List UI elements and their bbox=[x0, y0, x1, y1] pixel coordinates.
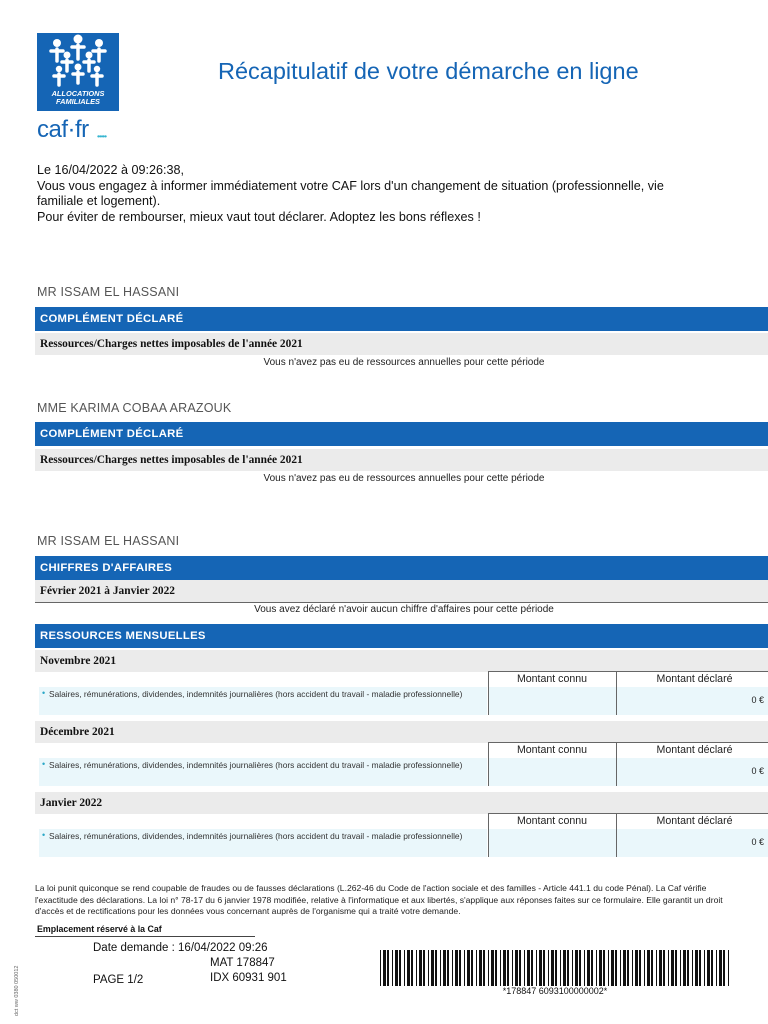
montant-connu-cell bbox=[488, 687, 616, 715]
resource-description-text: Salaires, rémunérations, dividendes, indemnités journalières (hors accident du travail - maladie professionnelle) bbox=[49, 689, 463, 699]
document-reference: dct ww 0380 050012 bbox=[14, 965, 20, 1016]
person-name: MME KARIMA COBAA ARAZOUK bbox=[37, 401, 232, 415]
resource-description bbox=[39, 758, 487, 786]
intro-line: Vous vous engagez à informer immédiatement votre CAF lors d'un changement de situation (professionnelle, vie bbox=[37, 178, 664, 193]
table-row bbox=[35, 829, 768, 857]
section-bar: COMPLÉMENT DÉCLARÉ bbox=[35, 422, 768, 446]
legal-notice: La loi punit quiconque se rend coupable de fraudes ou de fausses déclarations (L.262-46 du Code de l'action sociale et des familles - Article 441.1 du code Pénal). La Caf vérifie l'exactitude des déclarations. La loi n° 78-17 du 6 janvier 1978 modifiée, relative à l'informatique et aux libertés, s'applique aux réponses faites sur ce formulaire. Elle garantit un droit d'accès et de rectifications pour les données vous concernant auprès de l'organisme qui a traité votre demande. bbox=[35, 883, 723, 916]
bullet-icon: • bbox=[42, 759, 46, 769]
section-note: Vous n'avez pas eu de ressources annuelles pour cette période bbox=[263, 357, 545, 368]
caf-logo bbox=[37, 33, 119, 111]
family-figures-icon bbox=[37, 33, 119, 93]
ressources-mensuelles-bar: RESSOURCES MENSUELLES bbox=[35, 624, 768, 648]
page-title: Récapitulatif de votre démarche en ligne bbox=[218, 58, 639, 84]
table-row bbox=[35, 758, 768, 786]
person-name: MR ISSAM EL HASSANI bbox=[37, 285, 180, 299]
reserved-area-label: Emplacement réservé à la Caf bbox=[37, 924, 162, 934]
section-subhead: Ressources/Charges nettes imposables de l'année 2021 bbox=[35, 333, 768, 355]
caf-fr-dots: ••••• bbox=[97, 132, 107, 141]
resources-table-header bbox=[488, 813, 768, 829]
col-montant-connu: Montant connu bbox=[516, 815, 588, 827]
logo-text-line2: FAMILIALES bbox=[56, 97, 100, 106]
intro-line: Le 16/04/2022 à 09:26:38, bbox=[37, 163, 185, 177]
section-subhead: Ressources/Charges nettes imposables de l'année 2021 bbox=[35, 449, 768, 471]
page-number: PAGE 1/2 bbox=[93, 974, 144, 986]
montant-connu-cell bbox=[488, 829, 616, 857]
col-montant-connu: Montant connu bbox=[516, 744, 588, 756]
section-bar: COMPLÉMENT DÉCLARÉ bbox=[35, 307, 768, 331]
month-label: Janvier 2022 bbox=[35, 792, 768, 814]
intro-line: Pour éviter de rembourser, mieux vaut tout déclarer. Adoptez les bons réflexes ! bbox=[37, 209, 481, 224]
col-montant-declare: Montant déclaré bbox=[656, 815, 733, 827]
resources-table bbox=[35, 742, 768, 786]
montant-declare-cell: 0 € bbox=[616, 829, 768, 857]
divider bbox=[35, 936, 255, 937]
resource-description bbox=[39, 829, 487, 857]
resource-description-text: Salaires, rémunérations, dividendes, indemnités journalières (hors accident du travail - maladie professionnelle) bbox=[49, 760, 463, 770]
caf-fr-logo bbox=[37, 116, 121, 146]
chiffres-affaires-note: Vous avez déclaré n'avoir aucun chiffre d'affaires pour cette période bbox=[35, 602, 768, 615]
resource-description bbox=[39, 687, 487, 715]
month-label: Décembre 2021 bbox=[35, 721, 768, 743]
person-name: MR ISSAM EL HASSANI bbox=[37, 534, 180, 548]
resources-table bbox=[35, 813, 768, 857]
montant-connu-cell bbox=[488, 758, 616, 786]
chiffres-affaires-bar: CHIFFRES D'AFFAIRES bbox=[35, 556, 768, 580]
col-montant-connu: Montant connu bbox=[516, 673, 588, 685]
barcode bbox=[378, 950, 732, 986]
intro-text bbox=[37, 163, 747, 225]
section-note: Vous n'avez pas eu de ressources annuelles pour cette période bbox=[263, 473, 545, 484]
montant-declare-cell: 0 € bbox=[616, 687, 768, 715]
resource-description-text: Salaires, rémunérations, dividendes, indemnités journalières (hors accident du travail - maladie professionnelle) bbox=[49, 831, 463, 841]
table-row bbox=[35, 687, 768, 715]
bullet-icon: • bbox=[42, 830, 46, 840]
month-label: Novembre 2021 bbox=[35, 650, 768, 672]
mat-number: MAT 178847 bbox=[210, 957, 275, 969]
bullet-icon: • bbox=[42, 688, 46, 698]
resources-table bbox=[35, 671, 768, 715]
col-montant-declare: Montant déclaré bbox=[656, 744, 733, 756]
resources-table-header bbox=[488, 742, 768, 758]
intro-line: familiale et logement). bbox=[37, 194, 161, 209]
idx-number: IDX 60931 901 bbox=[210, 972, 287, 984]
resources-table-header bbox=[488, 671, 768, 687]
montant-declare-cell: 0 € bbox=[616, 758, 768, 786]
logo-text-line1: ALLOCATIONS bbox=[51, 89, 105, 98]
chiffres-affaires-period: Février 2021 à Janvier 2022 bbox=[35, 580, 768, 602]
barcode-text: *178847 6093100000002* bbox=[502, 986, 608, 996]
caf-fr-text: caf·fr bbox=[37, 116, 89, 143]
date-demande: Date demande : 16/04/2022 09:26 bbox=[93, 942, 268, 954]
col-montant-declare: Montant déclaré bbox=[656, 673, 733, 685]
